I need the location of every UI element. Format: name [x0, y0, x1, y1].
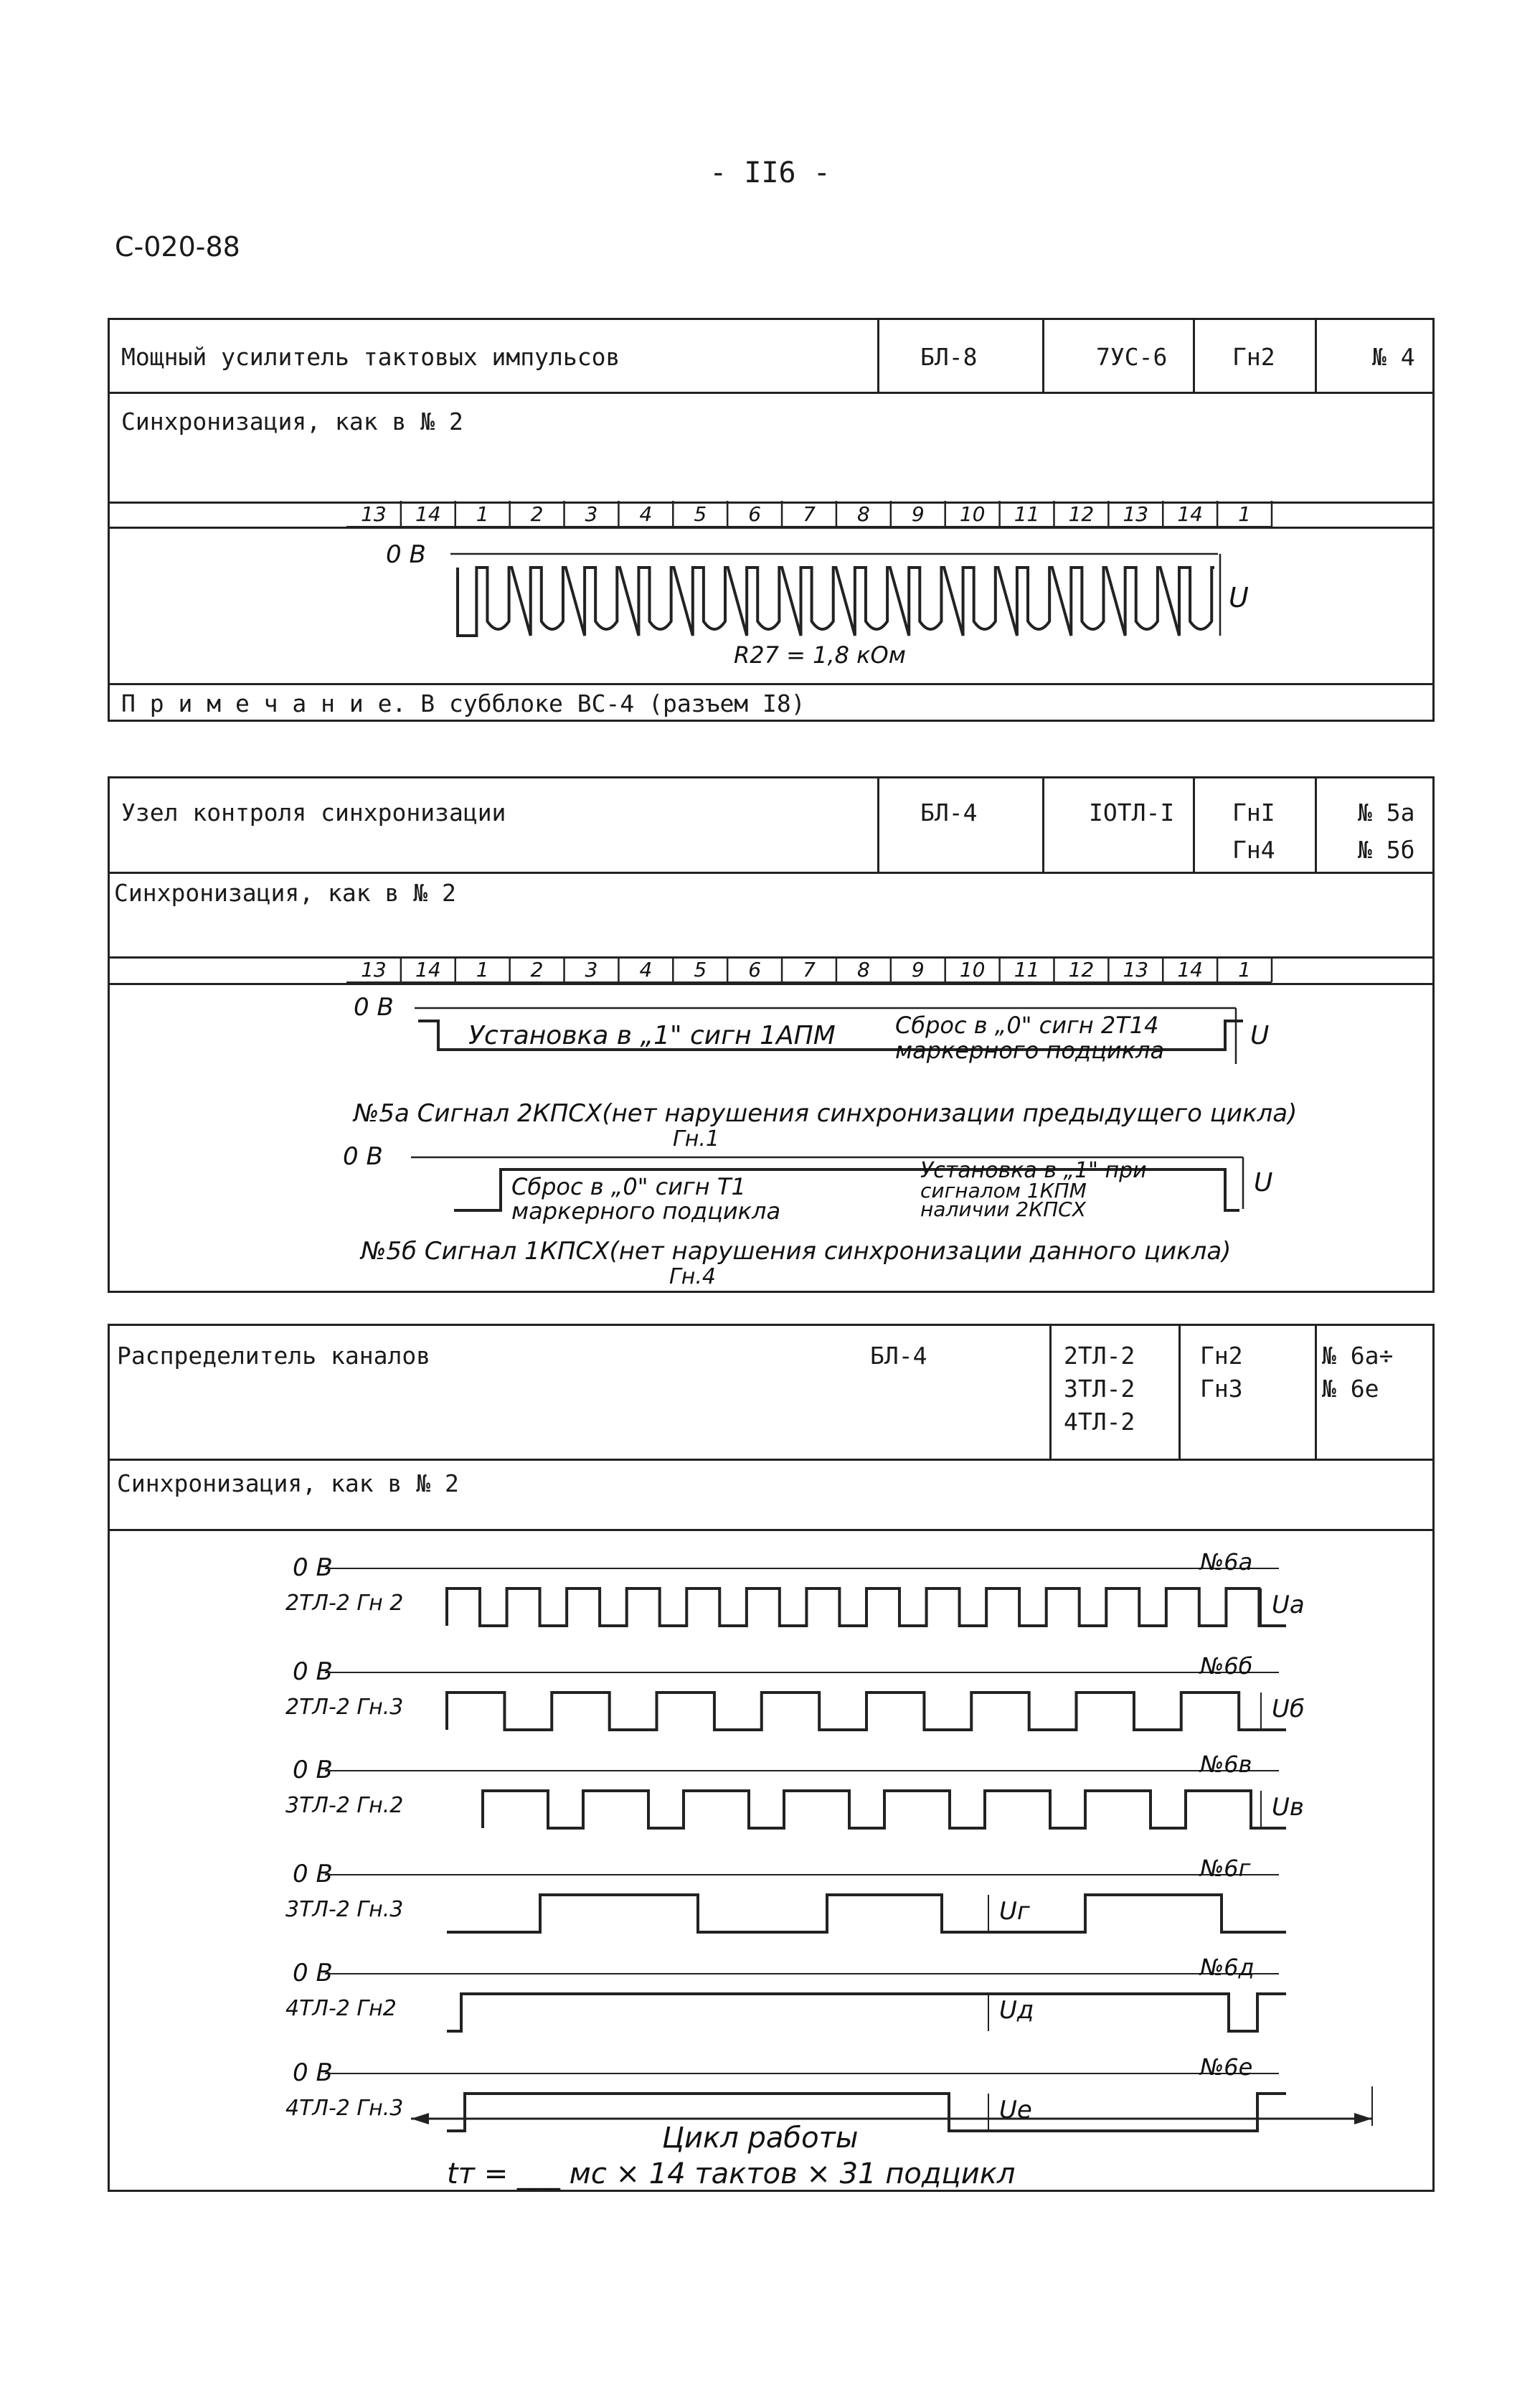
socket-code-1: ГнI	[1232, 799, 1275, 827]
signal-rows	[285, 1548, 1305, 2131]
amplitude-label: Uг	[999, 1897, 1030, 1926]
signal-tag: №6б	[1200, 1652, 1253, 1680]
block-title: Распределитель каналов	[117, 1342, 431, 1370]
zero-level-label: 0 В	[293, 1756, 333, 1784]
signal-row	[285, 1548, 1305, 1626]
page-number: - II6 -	[709, 156, 831, 189]
signal-row	[285, 1855, 1286, 1932]
amplitude-label: U	[1229, 582, 1249, 613]
block-title: Мощный усилитель тактовых импульсов	[121, 343, 620, 371]
signal-waveform	[447, 1994, 1286, 2031]
tick-label: 10	[959, 502, 986, 526]
caption-5a: №5а Сигнал 2КПСХ(нет нарушения синхронизации предыдущего цикла)	[354, 1099, 1298, 1128]
tick-label: 6	[748, 502, 762, 526]
signal-tag: №6е	[1200, 2053, 1253, 2081]
signal-tag: №6г	[1200, 1855, 1251, 1882]
zero-level-label: 0 В	[386, 540, 426, 569]
item-number-2: № 5б	[1358, 836, 1415, 864]
tick-label: 2	[530, 502, 544, 526]
tick-label: 7	[803, 502, 816, 526]
amplitude-label: Uв	[1272, 1793, 1304, 1822]
tick-label: 1	[476, 958, 489, 981]
sync-text: Синхронизация, как в № 2	[121, 408, 463, 436]
cycle-formula: tт = ___ мс × 14 тактов × 31 подцикл	[447, 2157, 1016, 2190]
tick-label: 13	[1123, 502, 1149, 526]
tick-label: 4	[639, 958, 653, 981]
signal-row	[285, 1954, 1286, 2031]
tick-label: 12	[1068, 502, 1095, 526]
timing-diagram	[110, 320, 1432, 679]
signal-tag: №6а	[1200, 1548, 1253, 1576]
set-label-2: сигналом 1КПМ	[920, 1179, 1087, 1202]
amplitude-label: Uе	[999, 2096, 1032, 2124]
amplitude-label: Uб	[1272, 1695, 1305, 1723]
amplitude-label: Uд	[999, 1996, 1034, 2025]
item-number-1: № 5а	[1358, 799, 1415, 827]
tick-row	[346, 956, 1272, 982]
board-code-2: 3ТЛ-2	[1064, 1375, 1135, 1403]
sync-text: Синхронизация, как в № 2	[117, 1469, 459, 1497]
caption-5b: №5б Сигнал 1КПСХ(нет нарушения синхронизации данного цикла)	[361, 1237, 1232, 1266]
block-channel-distributor	[108, 1324, 1435, 2192]
zero-level-label: 0 В	[343, 1142, 383, 1171]
tick-label: 14	[1177, 502, 1203, 526]
tick-label: 2	[530, 958, 544, 981]
tick-label: 8	[856, 502, 870, 526]
reset-label-2: маркерного подцикла	[511, 1197, 781, 1225]
signal-label: 3ТЛ-2 Гн.2	[285, 1793, 404, 1818]
tick-label: 11	[1014, 502, 1040, 526]
signal-label: 2ТЛ-2 Гн 2	[285, 1591, 404, 1616]
tick-label: 14	[415, 958, 441, 981]
tick-label: 14	[415, 502, 441, 526]
document-code: С-020-88	[115, 231, 240, 263]
tick-label: 3	[585, 502, 598, 526]
signal-waveform	[447, 1693, 1286, 1730]
tick-label: 1	[1238, 502, 1251, 526]
caption-5b-socket: Гн.4	[669, 1264, 716, 1289]
board-code: IОТЛ-I	[1089, 799, 1175, 827]
set-label: Установка в „1" сигн 1АПМ	[468, 1021, 836, 1050]
zero-level-label: 0 В	[293, 1657, 333, 1686]
tick-label: 6	[748, 958, 762, 981]
signal-label: 4ТЛ-2 Гн2	[285, 1996, 397, 2021]
unit-code: БЛ-4	[920, 799, 978, 827]
reset-label: Сброс в „0" сигн 2Т14	[895, 1012, 1159, 1039]
zero-level-label: 0 В	[293, 1553, 333, 1582]
tick-label: 14	[1177, 958, 1203, 981]
signal-waveform	[447, 1588, 1286, 1626]
set-label: Установка в „1" при	[920, 1158, 1147, 1183]
unit-code: БЛ-4	[870, 1342, 927, 1370]
zero-level-label: 0 В	[293, 1959, 333, 1987]
tick-label: 5	[694, 502, 707, 526]
timing-diagram	[110, 778, 1432, 1291]
zero-level-label: 0 В	[354, 993, 394, 1022]
resistor-label: R27 = 1,8 кОм	[734, 641, 906, 669]
tick-label: 13	[1123, 958, 1149, 981]
block-power-amplifier	[108, 318, 1435, 722]
socket-code-1: Гн2	[1200, 1342, 1243, 1370]
signal-waveform	[447, 1895, 1286, 1932]
socket-code: Гн2	[1232, 343, 1275, 371]
tick-label: 3	[585, 958, 598, 981]
tick-label: 12	[1068, 958, 1095, 981]
block-sync-control	[108, 776, 1435, 1293]
tick-label: 11	[1014, 958, 1040, 981]
zero-level-label: 0 В	[293, 2058, 333, 2087]
signal-tag: №6в	[1200, 1751, 1252, 1778]
amplitude-label: Uа	[1272, 1591, 1305, 1619]
reset-label-2: маркерного подцикла	[895, 1037, 1165, 1064]
board-code: 7УС-6	[1096, 343, 1168, 371]
board-code-3: 4ТЛ-2	[1064, 1408, 1135, 1436]
tick-label: 9	[911, 958, 925, 981]
tick-label: 5	[694, 958, 707, 981]
signal-label: 4ТЛ-2 Гн.3	[285, 2096, 404, 2121]
unit-code: БЛ-8	[920, 343, 978, 371]
signal-label: 3ТЛ-2 Гн.3	[285, 1897, 404, 1922]
socket-code-2: Гн4	[1232, 836, 1275, 864]
signal-row	[285, 1751, 1304, 1828]
block-title: Узел контроля синхронизации	[121, 799, 506, 827]
reset-label: Сброс в „0" сигн Т1	[511, 1173, 746, 1200]
zero-level-label: 0 В	[293, 1860, 333, 1888]
board-code-1: 2ТЛ-2	[1064, 1342, 1135, 1370]
amplitude-label: U	[1250, 1021, 1270, 1050]
clock-waveform	[458, 568, 1214, 636]
item-number-1: № 6а÷	[1322, 1342, 1394, 1370]
tick-label: 1	[476, 502, 489, 526]
tick-label: 8	[856, 958, 870, 981]
timing-diagram	[110, 1326, 1432, 2190]
tick-label: 9	[911, 502, 925, 526]
item-number-2: № 6е	[1322, 1375, 1379, 1403]
tick-label: 13	[361, 958, 387, 981]
tick-label: 13	[361, 502, 387, 526]
tick-label: 7	[803, 958, 816, 981]
tick-label: 10	[959, 958, 986, 981]
signal-tag: №6д	[1200, 1954, 1255, 1981]
signal-waveform	[447, 2094, 1286, 2131]
signal-waveform	[483, 1791, 1286, 1828]
signal-row	[285, 1652, 1305, 1730]
sync-text: Синхронизация, как в № 2	[114, 879, 456, 907]
tick-label: 1	[1238, 958, 1251, 981]
tick-row	[346, 501, 1272, 527]
note-text: П р и м е ч а н и е. В субблоке ВС-4 (разъем I8)	[121, 689, 806, 717]
cycle-label: Цикл работы	[662, 2122, 859, 2155]
caption-5a-socket: Гн.1	[673, 1126, 719, 1152]
amplitude-label: U	[1254, 1168, 1273, 1197]
tick-label: 4	[639, 502, 653, 526]
item-number: № 4	[1372, 343, 1415, 371]
set-label-3: наличии 2КПСХ	[920, 1197, 1086, 1221]
signal-label: 2ТЛ-2 Гн.3	[285, 1695, 404, 1720]
socket-code-2: Гн3	[1200, 1375, 1243, 1403]
